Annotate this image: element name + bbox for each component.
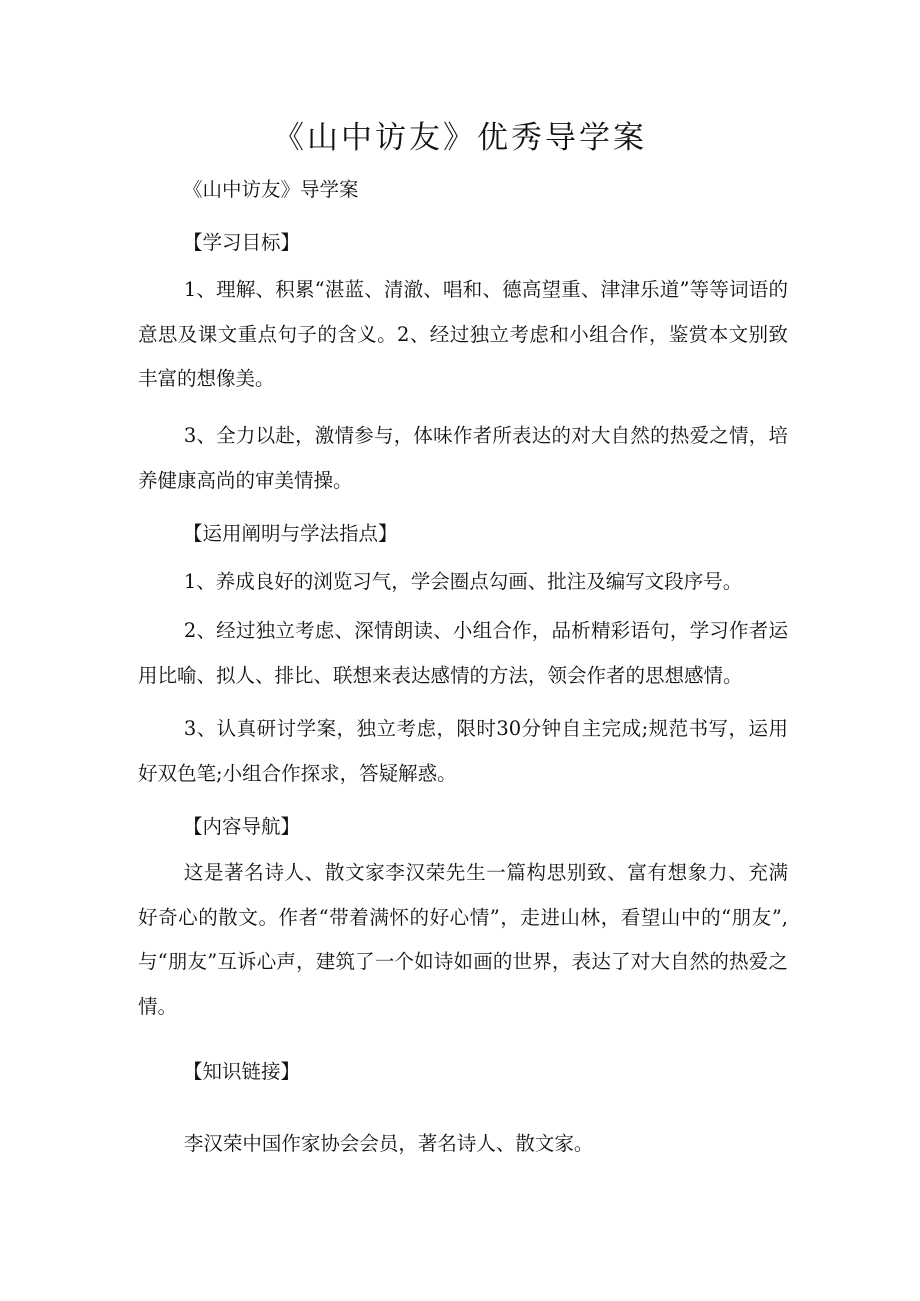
objective-item-2: 3、全力以赴，激情参与，体味作者所表达的对大自然的热爱之情，培养健康高尚的审美情操。 bbox=[138, 424, 788, 492]
content-text: 这是著名诗人、散文家李汉荣先生一篇构思别致、富有想象力、充满好奇心的散文。作者“带着满怀的好心情”，走进山林，看望山中的“朋友”,与“朋友”互诉心声，建筑了一个如诗如画的世界，表达了对大自然的热爱之情。 bbox=[138, 861, 788, 1018]
heading-guidance: 【运用阐明与学法指点】 bbox=[183, 522, 398, 545]
guidance-item-3: 3、认真研讨学案，独立考虑，限时30分钟自主完成;规范书写，运用好双色笔;小组合作探求，答疑解惑。 bbox=[138, 717, 788, 785]
document-title: 《山中访友》优秀导学案 bbox=[273, 120, 647, 156]
document-subtitle: 《山中访友》导学案 bbox=[183, 178, 359, 201]
heading-objectives: 【学习目标】 bbox=[183, 231, 301, 254]
guidance-item-1: 1、养成良好的浏览习气，学会圈点勾画、批注及编写文段序号。 bbox=[183, 570, 743, 593]
heading-knowledge: 【知识链接】 bbox=[183, 1060, 301, 1083]
knowledge-text: 李汉荣中国作家协会会员，著名诗人、散文家。 bbox=[183, 1132, 594, 1155]
heading-content: 【内容导航】 bbox=[183, 815, 301, 838]
guidance-item-2: 2、经过独立考虑、深情朗读、小组合作，品析精彩语句，学习作者运用比喻、拟人、排比、联想来表达感情的方法，领会作者的思想感情。 bbox=[138, 619, 788, 687]
objective-item-1: 1、理解、积累“湛蓝、清澈、唱和、德高望重、津津乐道”等等词语的意思及课文重点句子的含义。2、经过独立考虑和小组合作，鉴赏本文别致丰富的想像美。 bbox=[138, 278, 788, 390]
